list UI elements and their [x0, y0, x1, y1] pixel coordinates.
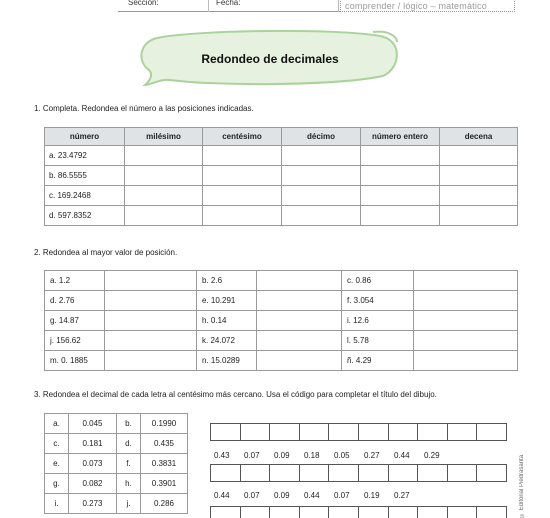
number-cell: b. 86.5555	[45, 166, 125, 186]
table-row	[45, 331, 518, 351]
number-cell: g. 14.87	[45, 311, 105, 331]
code-value: 0.44	[304, 491, 320, 500]
header-line	[118, 11, 340, 12]
table-row	[45, 311, 518, 331]
code-value: 0.27	[394, 491, 410, 500]
answer-cell[interactable]	[105, 291, 197, 311]
answer-cell[interactable]	[203, 206, 282, 226]
table-row	[45, 166, 518, 186]
answer-cell[interactable]	[125, 206, 203, 226]
code-value: 0.44	[214, 491, 230, 500]
letter-cell: h.	[117, 474, 141, 494]
answer-box[interactable]	[241, 507, 271, 518]
answer-cell[interactable]	[125, 146, 203, 166]
decimal-cell: 0.073	[69, 454, 117, 474]
answer-box[interactable]	[448, 507, 478, 518]
answer-box[interactable]	[270, 465, 300, 481]
table-row	[45, 206, 518, 226]
answer-box[interactable]	[448, 424, 478, 440]
question-1-prompt: 1. Completa. Redondea el número a las posiciones indicadas.	[34, 104, 254, 113]
col-header: decena	[440, 128, 518, 146]
table-row	[45, 351, 518, 371]
code-value: 0.19	[364, 491, 380, 500]
answer-cell[interactable]	[440, 186, 518, 206]
answer-cell[interactable]	[440, 166, 518, 186]
code-value: 0.07	[244, 491, 260, 500]
answer-cell[interactable]	[105, 351, 197, 371]
letter-cell: a.	[45, 414, 69, 434]
letter-cell: d.	[117, 434, 141, 454]
number-cell: a. 23.4792	[45, 146, 125, 166]
code-value: 0.09	[274, 451, 290, 460]
number-cell: d. 2.76	[45, 291, 105, 311]
letter-cell: j.	[117, 494, 141, 514]
col-header: número entero	[361, 128, 440, 146]
answer-box[interactable]	[359, 465, 389, 481]
answer-box[interactable]	[389, 424, 419, 440]
table-row	[45, 474, 188, 494]
answer-cell[interactable]	[282, 186, 361, 206]
answer-box[interactable]	[270, 424, 300, 440]
decimal-cell: 0.273	[69, 494, 117, 514]
answer-box[interactable]	[270, 507, 300, 518]
table-row	[45, 434, 188, 454]
table-row	[45, 494, 188, 514]
number-cell: n. 15.0289	[197, 351, 257, 371]
table-row	[45, 291, 518, 311]
code-value: 0.18	[304, 451, 320, 460]
answer-cell[interactable]	[282, 166, 361, 186]
table-row	[45, 271, 518, 291]
code-value: 0.29	[424, 451, 440, 460]
answer-boxes-row-3	[210, 506, 507, 518]
table-row	[45, 414, 188, 434]
answer-cell[interactable]	[203, 146, 282, 166]
number-cell: e. 10.291	[197, 291, 257, 311]
decimal-cell: 0.082	[69, 474, 117, 494]
place-value-table	[44, 270, 518, 371]
answer-box[interactable]	[211, 465, 241, 481]
answer-cell[interactable]	[414, 291, 518, 311]
answer-cell[interactable]	[105, 311, 197, 331]
answer-cell[interactable]	[105, 331, 197, 351]
col-header: milésimo	[125, 128, 203, 146]
decimal-cell: 0.435	[141, 434, 188, 454]
competencia-text: comprender / lógico – matemático	[345, 1, 487, 11]
answer-cell[interactable]	[125, 166, 203, 186]
table-row	[45, 146, 518, 166]
header-bar	[0, 0, 550, 14]
answer-cell[interactable]	[105, 271, 197, 291]
letter-cell: f.	[117, 454, 141, 474]
answer-box[interactable]	[418, 424, 448, 440]
table-row	[45, 454, 188, 474]
number-cell: k. 24.072	[197, 331, 257, 351]
page-title: Redondeo de decimales	[201, 52, 339, 66]
copyright-text: © Editorial Piedrasanta	[519, 454, 525, 518]
answer-box[interactable]	[418, 465, 448, 481]
answer-box[interactable]	[241, 424, 271, 440]
answer-cell[interactable]	[125, 186, 203, 206]
answer-cell[interactable]	[361, 166, 440, 186]
code-value: 0.07	[334, 491, 350, 500]
col-header: centésimo	[203, 128, 282, 146]
col-header: número	[45, 128, 125, 146]
answer-box[interactable]	[300, 465, 330, 481]
seccion-label: Sección:	[128, 0, 159, 7]
number-cell: l. 5.78	[342, 331, 414, 351]
answer-box[interactable]	[448, 465, 478, 481]
fecha-label: Fecha:	[216, 0, 241, 7]
answer-cell[interactable]	[257, 271, 342, 291]
number-cell: b. 2.6	[197, 271, 257, 291]
answer-cell[interactable]	[257, 351, 342, 371]
answer-cell[interactable]	[414, 351, 518, 371]
answer-cell[interactable]	[361, 206, 440, 226]
number-cell: c. 169.2468	[45, 186, 125, 206]
question-2-prompt: 2. Redondea al mayor valor de posición.	[34, 248, 178, 257]
rounding-table	[44, 127, 518, 226]
number-cell: ñ. 4.29	[342, 351, 414, 371]
answer-boxes-row-2	[210, 464, 507, 482]
answer-box[interactable]	[211, 507, 241, 518]
letter-cell: i.	[45, 494, 69, 514]
answer-cell[interactable]	[257, 331, 342, 351]
answer-boxes-row-1	[210, 423, 507, 441]
answer-box[interactable]	[418, 507, 448, 518]
code-row-2	[214, 491, 424, 500]
decimal-cell: 0.3831	[141, 454, 188, 474]
answer-box[interactable]	[329, 424, 359, 440]
number-cell: f. 3.054	[342, 291, 414, 311]
answer-cell[interactable]	[203, 186, 282, 206]
answer-cell[interactable]	[203, 166, 282, 186]
letter-decimal-table	[44, 413, 188, 514]
number-cell: i. 12.6	[342, 311, 414, 331]
answer-cell[interactable]	[414, 311, 518, 331]
decimal-cell: 0.286	[141, 494, 188, 514]
answer-cell[interactable]	[257, 311, 342, 331]
number-cell: a. 1.2	[45, 271, 105, 291]
code-value: 0.44	[394, 451, 410, 460]
answer-box[interactable]	[241, 465, 271, 481]
answer-cell[interactable]	[440, 146, 518, 166]
number-cell: m. 0. 1885	[45, 351, 105, 371]
code-value: 0.09	[274, 491, 290, 500]
col-header: décimo	[282, 128, 361, 146]
table-row	[45, 186, 518, 206]
answer-box[interactable]	[389, 507, 419, 518]
header-divider	[208, 0, 209, 12]
answer-cell[interactable]	[361, 146, 440, 166]
decimal-cell: 0.045	[69, 414, 117, 434]
number-cell: h. 0.14	[197, 311, 257, 331]
code-value: 0.05	[334, 451, 350, 460]
answer-box[interactable]	[300, 507, 330, 518]
letter-cell: c.	[45, 434, 69, 454]
question-3-prompt: 3. Redondea el decimal de cada letra al centésimo más cercano. Usa el código para completar el título del dibujo.	[34, 390, 437, 399]
answer-box[interactable]	[477, 507, 506, 518]
code-value: 0.27	[364, 451, 380, 460]
code-row-1	[214, 451, 454, 460]
decimal-cell: 0.1990	[141, 414, 188, 434]
decimal-cell: 0.181	[69, 434, 117, 454]
decimal-cell: 0.3901	[141, 474, 188, 494]
answer-cell[interactable]	[361, 186, 440, 206]
letter-cell: e.	[45, 454, 69, 474]
code-value: 0.07	[244, 451, 260, 460]
number-cell: d. 597.8352	[45, 206, 125, 226]
answer-box[interactable]	[359, 424, 389, 440]
answer-box[interactable]	[300, 424, 330, 440]
number-cell: c. 0.86	[342, 271, 414, 291]
answer-box[interactable]	[211, 424, 241, 440]
answer-box[interactable]	[477, 424, 506, 440]
answer-box[interactable]	[389, 465, 419, 481]
letter-cell: b.	[117, 414, 141, 434]
answer-cell[interactable]	[440, 206, 518, 226]
answer-cell[interactable]	[414, 271, 518, 291]
letter-cell: g.	[45, 474, 69, 494]
answer-box[interactable]	[329, 507, 359, 518]
header-divider	[338, 0, 339, 12]
answer-box[interactable]	[477, 465, 506, 481]
answer-box[interactable]	[329, 465, 359, 481]
answer-cell[interactable]	[282, 206, 361, 226]
answer-box[interactable]	[359, 507, 389, 518]
number-cell: j. 156.62	[45, 331, 105, 351]
code-value: 0.43	[214, 451, 230, 460]
answer-cell[interactable]	[414, 331, 518, 351]
answer-cell[interactable]	[282, 146, 361, 166]
answer-cell[interactable]	[257, 291, 342, 311]
